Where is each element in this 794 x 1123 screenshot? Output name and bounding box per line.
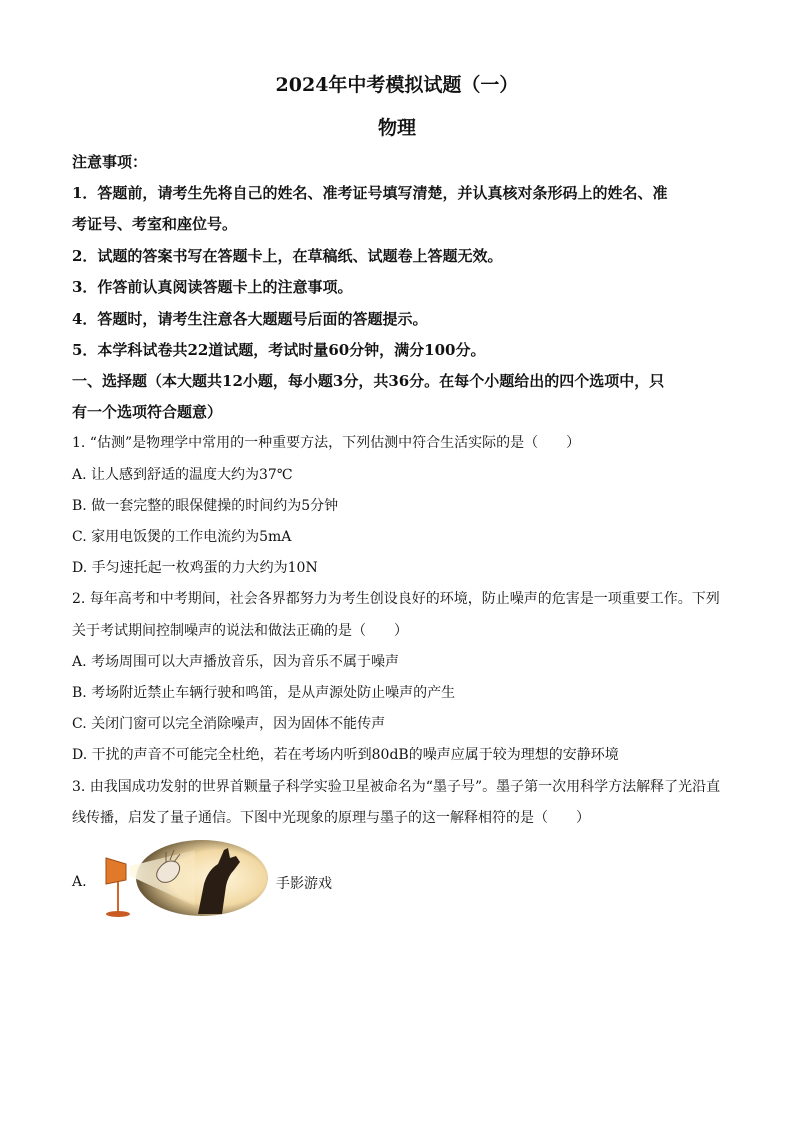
q3-stem-cont: 线传播，启发了量子通信。下图中光现象的原理与墨子的这一解释相符的是（ ）: [72, 810, 590, 826]
hand-shadow-image: [100, 840, 270, 920]
note-4: 4．答题时，请考生注意各大题题号后面的答题提示。: [72, 310, 428, 328]
q1-option-c: C. 家用电饭煲的工作电流约为5mA: [72, 529, 292, 545]
q2-option-b: B. 考场附近禁止车辆行驶和鸣笛，是从声源处防止噪声的产生: [72, 685, 456, 701]
q3-option-a-caption: 手影游戏: [276, 876, 332, 892]
q1-stem: 1. “估测”是物理学中常用的一种重要方法，下列估测中符合生活实际的是（ ）: [72, 435, 581, 451]
q3-stem: 3. 由我国成功发射的世界首颗量子科学实验卫星被命名为“墨子号”。墨子第一次用科学方法解释了光沿直: [72, 779, 721, 795]
q1-option-d: D. 手匀速托起一枚鸡蛋的力大约为10N: [72, 560, 318, 576]
q3-option-a-label: A.: [72, 874, 87, 890]
subject-title: 物理: [377, 117, 416, 139]
q2-stem: 2. 每年高考和中考期间，社会各界都努力为考生创设良好的环境，防止噪声的危害是一项重要工作。下列: [72, 591, 720, 607]
note-5: 5．本学科试卷共22道试题，考试时量60分钟，满分100分。: [72, 341, 486, 359]
q2-option-c: C. 关闭门窗可以完全消除噪声，因为固体不能传声: [72, 716, 386, 732]
section-heading-cont: 有一个选项符合题意）: [72, 403, 223, 421]
note-1-cont: 考证号、考室和座位号。: [72, 215, 238, 233]
q1-option-b: B. 做一套完整的眼保健操的时间约为5分钟: [72, 498, 339, 514]
section-heading: 一、选择题（本大题共12小题，每小题3分，共36分。在每个小题给出的四个选项中，只: [72, 372, 665, 390]
lamp-base: [106, 911, 130, 917]
note-3: 3．作答前认真阅读答题卡上的注意事项。: [72, 278, 353, 296]
q1-option-a: A. 让人感到舒适的温度大约为37℃: [72, 467, 293, 483]
note-1: 1．答题前，请考生先将自己的姓名、准考证号填写清楚，并认真核对条形码上的姓名、准: [72, 184, 668, 202]
exam-title: 2024年中考模拟试题（一）: [275, 74, 519, 96]
q2-option-a: A. 考场周围可以大声播放音乐，因为音乐不属于噪声: [72, 654, 400, 670]
lamp-head: [106, 858, 126, 884]
q2-option-d: D. 干扰的声音不可能完全杜绝，若在考场内听到80dB的噪声应属于较为理想的安静环境: [72, 747, 619, 763]
notes-heading: 注意事项：: [72, 153, 148, 171]
q2-stem-cont: 关于考试期间控制噪声的说法和做法正确的是（ ）: [72, 623, 408, 639]
note-2: 2．试题的答案书写在答题卡上，在草稿纸、试题卷上答题无效。: [72, 247, 503, 265]
